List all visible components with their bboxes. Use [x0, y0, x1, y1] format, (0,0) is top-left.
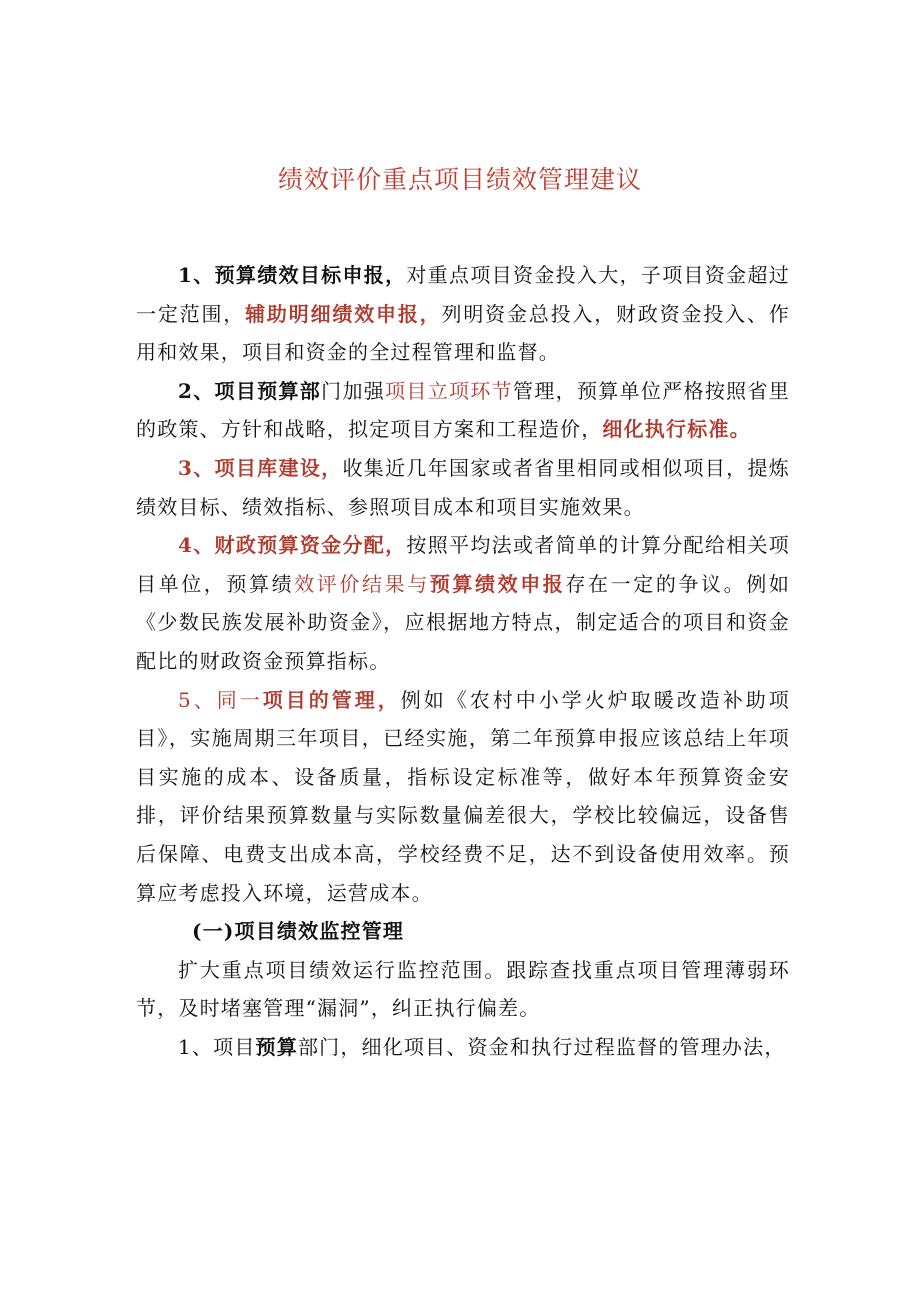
text-run: 同一 — [216, 687, 263, 712]
text-run: 项目的管理， — [262, 687, 401, 712]
text-run: 部门，细化项目、资金和执行过程监督的管理办法， — [297, 1034, 786, 1059]
paragraph-8 — [136, 1028, 790, 1067]
text-run: 存在一定的争议。例如《少数民族发展补助资金》，应根据地方特点，制定适合的项目和资金配比的财政资金预算指标。 — [136, 571, 791, 673]
text-run: 预算绩效申报 — [429, 571, 566, 596]
text-run: 5、 — [178, 687, 217, 712]
paragraph-3 — [136, 449, 790, 526]
text-run: 效评价结果与 — [294, 571, 430, 596]
paragraph-5 — [136, 681, 790, 913]
text-run: 项目立项环节 — [385, 378, 513, 403]
document-body — [136, 256, 790, 1066]
paragraph-4 — [136, 526, 790, 680]
text-run: 按照平均法或者简单的计算分配给相关项目单位，预算绩 — [136, 533, 790, 596]
text-run: 细化执行标准。 — [602, 417, 751, 442]
text-run: 4、财政预算资金分配， — [178, 533, 407, 558]
text-run: 1、项目 — [178, 1034, 256, 1059]
text-run: 门加强 — [321, 378, 386, 403]
text-run: 辅助明细绩效申报， — [245, 301, 442, 326]
text-run: 预算绩效目标申报， — [214, 263, 407, 287]
text-run: 2、项目预算部 — [178, 378, 322, 403]
text-run: 预算 — [255, 1034, 298, 1059]
text-run: 3、项目库建设， — [178, 455, 343, 480]
section-heading — [136, 912, 790, 951]
text-run: 管理，预算单位严格按照省里的政策、方针和战略，拟定项目方案和工程造价， — [136, 378, 790, 442]
document-title: 绩效评价重点项目绩效管理建议 — [277, 165, 642, 194]
paragraph-1 — [136, 256, 790, 372]
text-run: 1、 — [178, 263, 215, 287]
paragraph-7 — [136, 951, 790, 1028]
paragraph-2 — [136, 372, 790, 449]
text-run: (一)项目绩效监控管理 — [192, 919, 405, 944]
text-run: 列明资金总投入，财政资金投入、作用和效果，项目和资金的全过程管理和监督。 — [136, 301, 791, 365]
text-run: 对重点项目资金投入大，子项目资金超过一定范围， — [136, 263, 790, 326]
text-run: 扩大重点项目绩效运行监控范围。跟踪查找重点项目管理薄弱环节，及时堵塞管理“漏洞”，纠正执行偏差。 — [136, 957, 790, 1021]
text-run: 例如《农村中小学火炉取暖改造补助项目》，实施周期三年项目，已经实施，第二年预算申报应该总结上年项目实施的成本、设备质量，指标设定标准等，做好本年预算资金安排，评价结果预算数量与实际数量偏差很大，学校比较偏远，设备售后保障、电费支出成本高，学校经费不足，达不到设备使用效率。预算应考虑投入环境，运营成本。 — [136, 687, 791, 905]
text-run: 收集近几年国家或者省里相同或相似项目，提炼绩效目标、绩效指标、参照项目成本和项目实施效果。 — [136, 455, 790, 519]
